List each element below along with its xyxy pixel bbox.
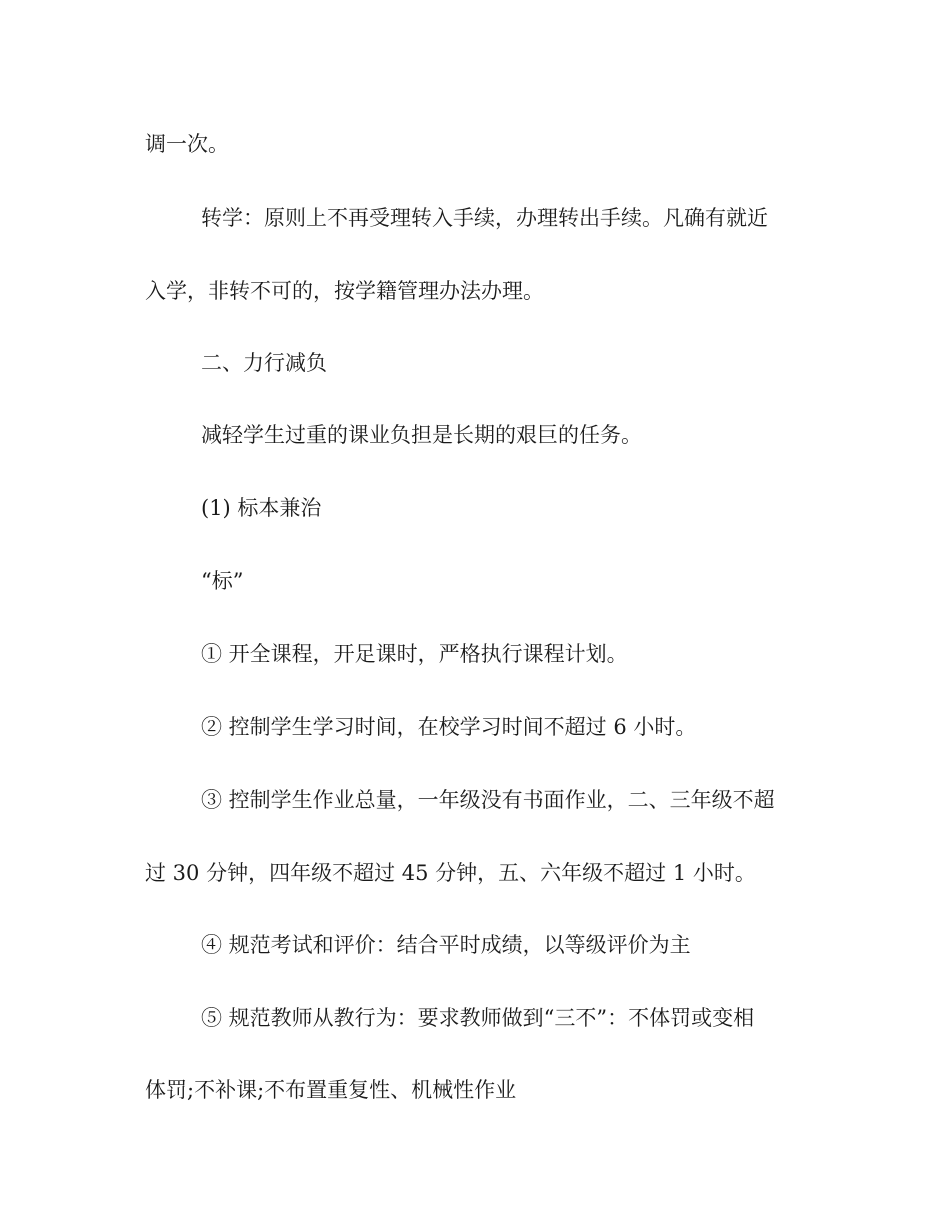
paragraph-line: 减轻学生过重的课业负担是长期的艰巨的任务。 [201,423,642,447]
paragraph-line: 转学：原则上不再受理转入手续，办理转出手续。凡确有就近 [201,206,768,230]
list-item: ③ 控制学生作业总量，一年级没有书面作业，二、三年级不超 [201,788,775,812]
paragraph-line: 调一次。 [145,132,229,156]
list-item: ⑤ 规范教师从教行为：要求教师做到“三不”：不体罚或变相 [201,1006,755,1030]
subsection-label: “标” [201,569,244,593]
paragraph-line: 入学，非转不可的，按学籍管理办法办理。 [145,279,544,303]
list-item: ④ 规范考试和评价：结合平时成绩，以等级评价为主 [201,933,691,957]
section-heading: 二、力行减负 [201,351,327,375]
subsection-heading: (1) 标本兼治 [201,496,322,520]
list-item: ① 开全课程，开足课时，严格执行课程计划。 [201,642,628,666]
list-item-continuation: 过 30 分钟，四年级不超过 45 分钟，五、六年级不超过 1 小时。 [145,861,756,885]
list-item-continuation: 体罚;不补课;不布置重复性、机械性作业 [145,1078,517,1102]
list-item: ② 控制学生学习时间，在校学习时间不超过 6 小时。 [201,715,697,739]
